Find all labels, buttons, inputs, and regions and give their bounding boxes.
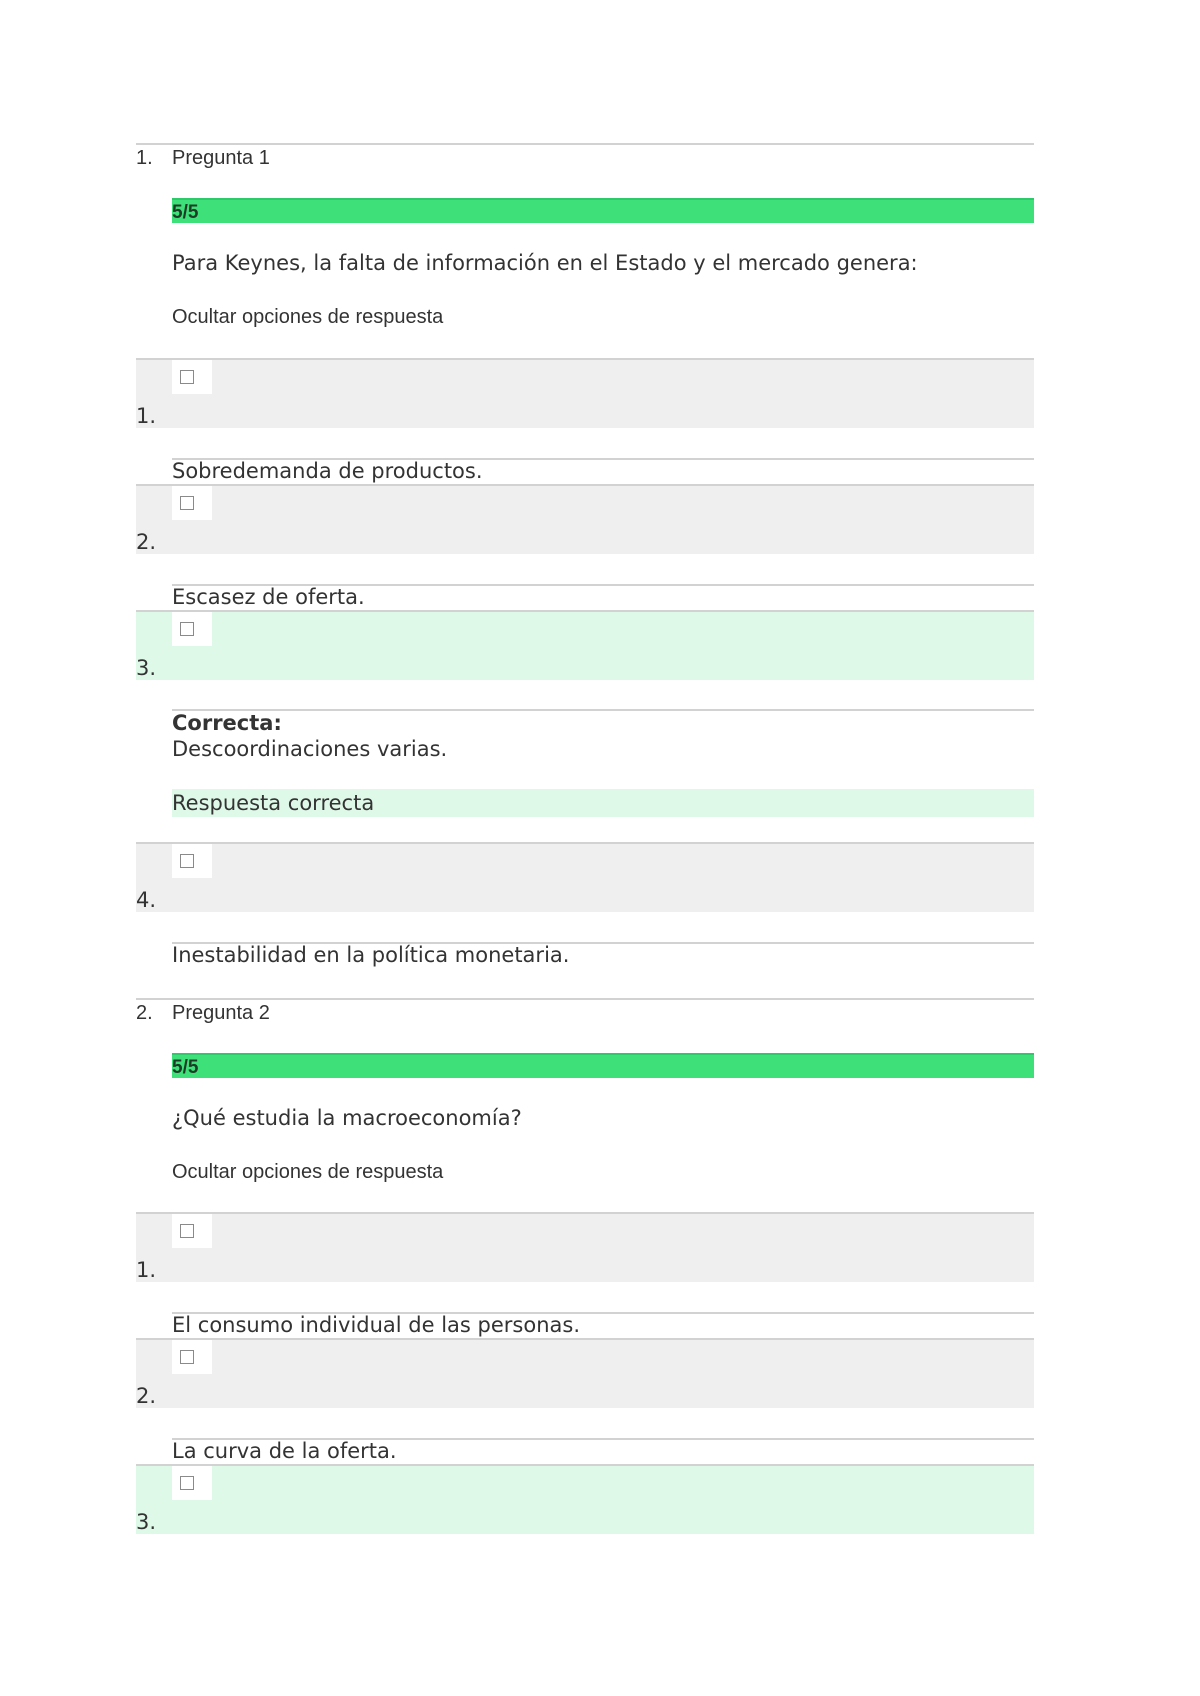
divider — [172, 709, 1034, 711]
checkbox-container — [172, 612, 212, 646]
question-title: Pregunta 2 — [172, 1002, 270, 1024]
option-text: Inestabilidad en la política monetaria. — [172, 943, 570, 967]
answer-option-row-correct — [136, 610, 1034, 680]
feedback-banner — [172, 789, 1034, 817]
option-number: 3. — [136, 656, 157, 680]
correct-label: Correcta: — [172, 711, 282, 735]
option-number: 2. — [136, 1384, 157, 1408]
score-value: 5/5 — [172, 202, 199, 223]
hide-options-link[interactable]: Ocultar opciones de respuesta — [172, 1161, 444, 1183]
checkbox-icon[interactable] — [180, 622, 194, 636]
score-bar — [172, 1053, 1034, 1078]
option-text: Escasez de oferta. — [172, 585, 365, 609]
question-number: 1. — [136, 147, 153, 169]
checkbox-icon[interactable] — [180, 496, 194, 510]
checkbox-container — [172, 1466, 212, 1500]
question-title: Pregunta 1 — [172, 147, 270, 169]
option-number: 4. — [136, 888, 157, 912]
option-text: Sobredemanda de productos. — [172, 459, 483, 483]
checkbox-container — [172, 1340, 212, 1374]
score-bar — [172, 198, 1034, 223]
feedback-text: Respuesta correcta — [172, 791, 375, 815]
option-number: 1. — [136, 404, 157, 428]
checkbox-container — [172, 1214, 212, 1248]
divider — [136, 998, 1034, 1000]
checkbox-icon[interactable] — [180, 1476, 194, 1490]
option-text: El consumo individual de las personas. — [172, 1313, 581, 1337]
question-number: 2. — [136, 1002, 153, 1024]
hide-options-link[interactable]: Ocultar opciones de respuesta — [172, 306, 444, 328]
checkbox-icon[interactable] — [180, 1350, 194, 1364]
divider — [136, 143, 1034, 145]
option-text: Descoordinaciones varias. — [172, 737, 448, 761]
checkbox-container — [172, 360, 212, 394]
checkbox-icon[interactable] — [180, 1224, 194, 1238]
question-text: ¿Qué estudia la macroeconomía? — [172, 1106, 522, 1130]
answer-option-row — [136, 842, 1034, 912]
answer-option-row — [136, 358, 1034, 428]
answer-option-row — [136, 1212, 1034, 1282]
answer-option-row-correct — [136, 1464, 1034, 1534]
option-text: La curva de la oferta. — [172, 1439, 397, 1463]
option-number: 2. — [136, 530, 157, 554]
answer-option-row — [136, 484, 1034, 554]
checkbox-container — [172, 844, 212, 878]
question-text: Para Keynes, la falta de información en el Estado y el mercado genera: — [172, 251, 918, 275]
option-number: 3. — [136, 1510, 157, 1534]
option-number: 1. — [136, 1258, 157, 1282]
checkbox-icon[interactable] — [180, 370, 194, 384]
answer-option-row — [136, 1338, 1034, 1408]
checkbox-container — [172, 486, 212, 520]
checkbox-icon[interactable] — [180, 854, 194, 868]
score-value: 5/5 — [172, 1057, 199, 1078]
